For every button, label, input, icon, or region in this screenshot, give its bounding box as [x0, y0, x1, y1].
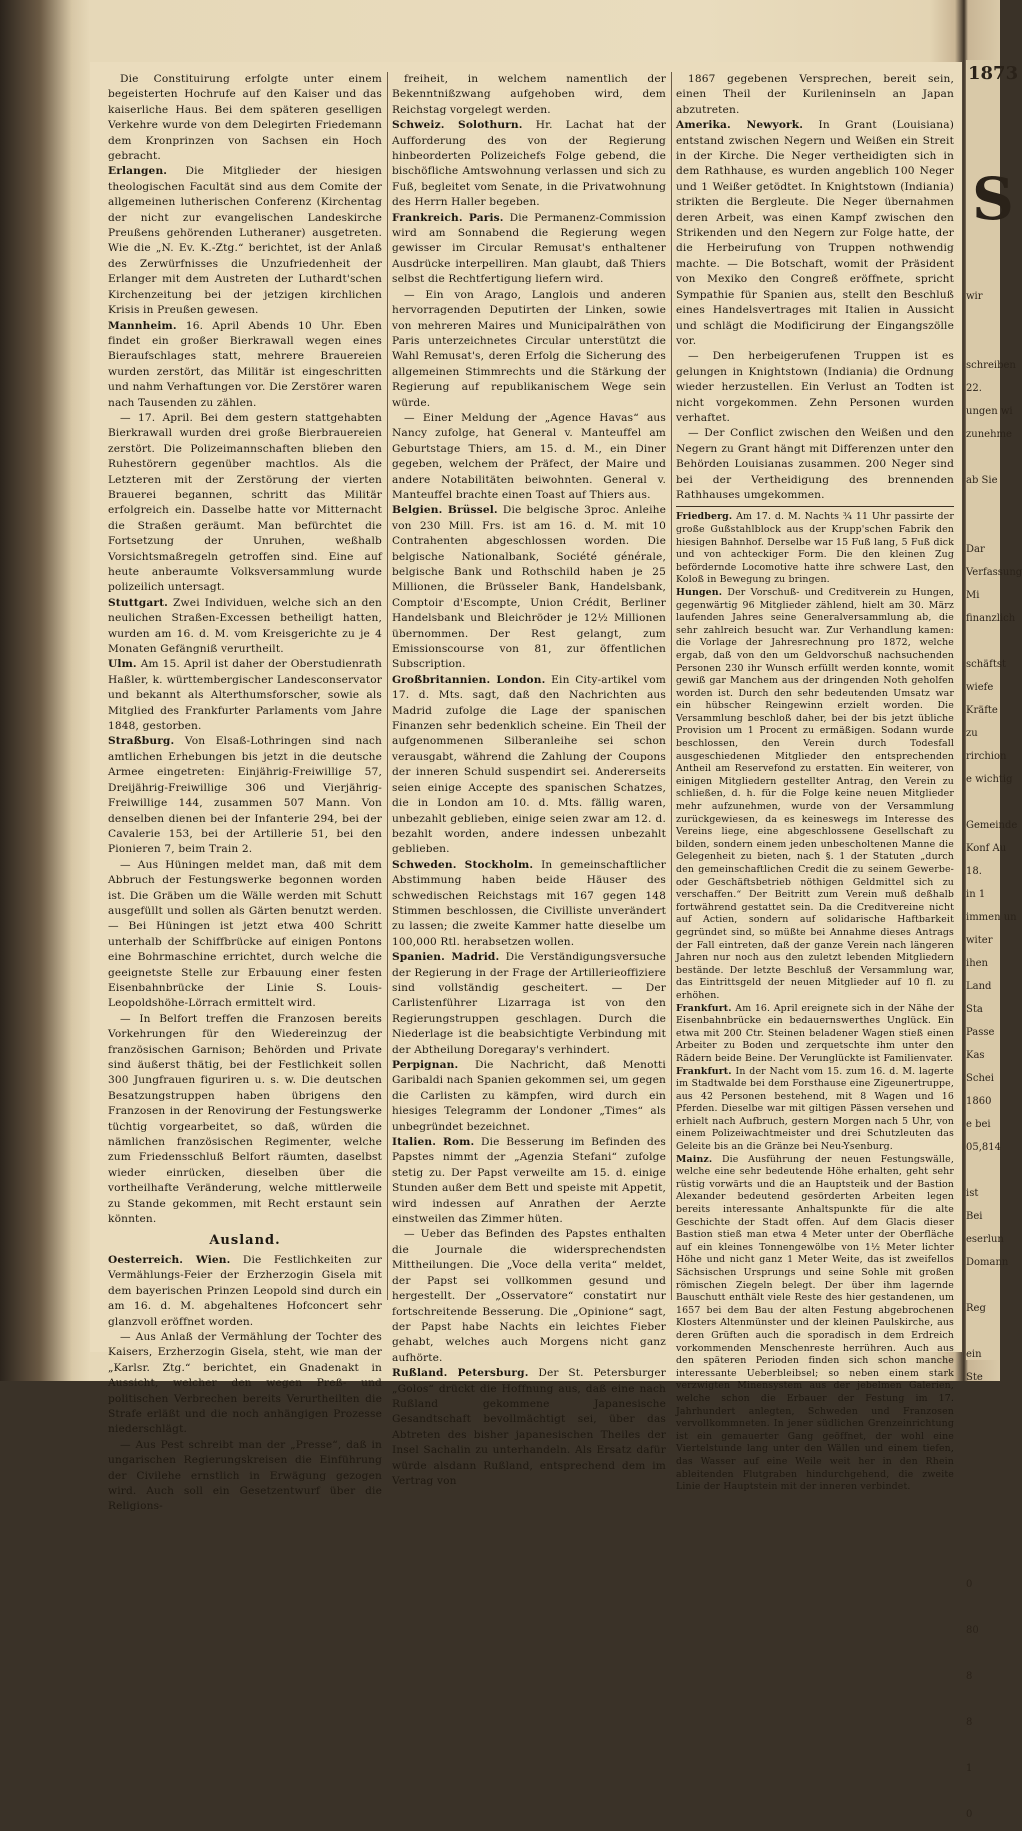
fragment-line: Reg — [966, 1303, 986, 1314]
fragment-line: ungen wi — [966, 406, 1013, 417]
fragment-line: rirchion — [966, 751, 1007, 762]
column-1 — [108, 72, 382, 1513]
column-3-separator — [676, 506, 954, 507]
article-dateline: Oesterreich. Wien. — [108, 1253, 231, 1266]
fragment-line: Verfassung — [966, 567, 1022, 578]
fragment-line: schäftst — [966, 659, 1007, 670]
fragment-line — [966, 1532, 1022, 1555]
article-paragraph — [108, 657, 382, 734]
article-text: — Der Conflict zwischen den Weißen und den Negern zu Grant hängt mit Differenzen unter den Behörden Louisianas zusammen. 200 Neger sind bei der Vertheidigung des brennenden Rathhauses umgekommen. — [676, 427, 954, 501]
article-text: Der St. Petersburger „Golos“ drückt die Hoffnung aus, daß eine nach Rußland gekommene Japanesische Gesandtschaft bevollmächtigt sei, über das Abtreten des bisher japanesischen Theiles der Insel Sachalin zu unterhandeln. Als Ersatz dafür würde alsdann Rußland, entsprechend dem im Vertrag von — [392, 1367, 666, 1487]
fragment-line — [966, 1463, 1022, 1486]
fragment-line: Sta — [966, 1004, 983, 1015]
column-rule-1 — [387, 72, 388, 1300]
article-text: Die Besserung im Befinden des Papstes nimmt der „Agenzia Stefani“ zufolge stetig zu. Der Papst verweilte am 15. d. einige Stunden außer dem Bett und speiste mit Appetit, wird indessen auf Anrathen der Aerzte einstweilen das Zimmer hüten. — [392, 1136, 666, 1226]
article-dateline: Mannheim. — [108, 319, 177, 332]
fragment-line — [966, 451, 1022, 474]
col1-paragraphs-ausland — [108, 1253, 382, 1515]
fragment-line — [966, 1417, 1022, 1440]
column-2 — [392, 72, 666, 1487]
article-text: Die belgische 3proc. Anleihe von 230 Mill. Frs. ist am 16. d. M. mit 10 Contrahenten abgeschlossen worden. Die belgische Nationalbank, Société générale, belgische Bank und Rothschild haben je 25 Millionen, die Brüsseler Bank, Handelsbank, Comptoir d'Escompte, Union Crédit, Berliner Handelsbank und Bleichröder je 12½ Millionen übernommen. Der Rest gelangt, zum Emissionscourse von 81, zur öffentlichen Subscription. — [392, 504, 666, 671]
article-dateline: Perpignan. — [392, 1059, 459, 1071]
article-text: In Grant (Louisiana) entstand zwischen Negern und Weißen ein Streit in der Kirche. Die Neger vertheidigten sich in dem Rathhause, es wurden angeblich 100 Neger und 1 Weißer getödtet. In Knightstown (Indiania) strikten die Bergleute. Die Neger übernahmen deren Arbeit, was einen Kampf zwischen den Strikenden und den Negern zur Folge hatte, der die Herbeirufung von Truppen nothwendig machte. — Die Botschaft, womit der Präsident von Mexiko den Congreß eröffnete, spricht Sympathie für Spanien aus, stellt den Beschluß eines Handelsvertrages mit Italien in Aussicht und schlägt die Modificirung der Eingangszölle vor. — [676, 119, 954, 347]
fragment-line: Kas — [966, 1050, 985, 1061]
adjacent-year: 1873 — [968, 63, 1019, 84]
fragment-line: Bei — [966, 1211, 983, 1222]
article-paragraph — [676, 118, 954, 349]
article-text: In gemeinschaftlicher Abstimmung haben beide Häuser des schwedischen Reichstags mit 167 gegen 148 Stimmen beschlossen, die Civilliste unverändert zu lassen; die zweite Kammer hatte dieselbe um 100,000 Rtl. herabsetzen wollen. — [392, 858, 666, 948]
article-dateline: Belgien. Brüssel. — [392, 504, 498, 517]
article-dateline: Mainz. — [676, 1153, 713, 1165]
article-paragraph — [392, 1227, 666, 1366]
adjacent-fragments — [966, 290, 1022, 1831]
fragment-line: Kräfte — [966, 705, 998, 716]
fragment-line — [966, 520, 1022, 543]
article-paragraph — [392, 858, 666, 950]
fragment-line: 1860 — [966, 1096, 992, 1107]
fragment-line: 0 — [966, 1579, 973, 1590]
article-paragraph — [108, 319, 382, 411]
article-text: — Ein von Arago, Langlois und anderen hervorragenden Deputirten der Linken, sowie von mehreren Maires und Municipalräthen von Paris unterzeichnetes Circular unterstützt die Wahl Remusat's, deren Erfolg die Sicherung des allgemeinen Stimmrechts und die Stärkung der Regierung auf republikanischem Wege sein würde. — [392, 288, 666, 409]
article-paragraph — [392, 72, 666, 118]
article-text: Die Permanenz-Commission wird am Sonnabend die Regierung wegen gewisser im Circular Remusat's enthaltener Ausdrücke interpelliren. Man glaubt, daß Thiers selbst die Rechtfertigung liefern wird. — [392, 211, 666, 286]
article-paragraph — [392, 118, 666, 210]
fragment-line: ist — [966, 1188, 979, 1199]
article-dateline: Frankreich. Paris. — [392, 211, 504, 224]
fragment-line: 80 — [966, 1625, 979, 1636]
article-text: In der Nacht vom 15. zum 16. d. M. lagerte im Stadtwalde bei dem Forsthause eine Zigeunertruppe, aus 42 Personen bestehend, mit 8 Wagen und 16 Pferden. Dieselbe war mit giltigen Pässen versehen und erhielt nach Aufbruch, gestern Morgen nach 5 Uhr, von einem Polizeiwachtmeister und drei Schutzleuten das Geleite bis an die Gränze bei Neu-Ysenburg. — [676, 1065, 954, 1153]
col3-paragraphs — [676, 72, 954, 503]
fragment-line: Dar — [966, 544, 985, 555]
article-paragraph — [676, 587, 954, 1003]
article-paragraph — [676, 1154, 954, 1494]
fragment-line: eserlun — [966, 1234, 1004, 1245]
article-dateline: Frankfurt. — [676, 1065, 732, 1077]
fragment-line: witer — [966, 935, 993, 946]
article-text: — Ueber das Befinden des Papstes enthalten die Journale die widersprechendsten Mittheilungen. Die „Voce della verita“ meldet, der Papst sei vollkommen gesund und hergestellt. Der „Osservatore“ constatirt nur fortschreitende Besserung. Die „Opinione“ sagt, der Papst habe Nachts ein leichtes Fieber gehabt, welches auch Morgens nicht ganz aufhörte. — [392, 1228, 666, 1364]
fragment-line: 1 — [966, 1763, 973, 1774]
fragment-line: wiefe — [966, 682, 994, 693]
fragment-line: zunehme — [966, 429, 1012, 440]
fragment-line: ab Sie — [966, 475, 998, 486]
article-paragraph — [392, 503, 666, 672]
article-paragraph — [108, 858, 382, 1012]
fragment-line: Domann — [966, 1257, 1009, 1268]
article-paragraph — [676, 426, 954, 503]
article-paragraph — [108, 164, 382, 318]
article-paragraph — [108, 596, 382, 658]
article-paragraph — [108, 734, 382, 857]
fragment-line — [966, 1739, 1022, 1762]
article-paragraph — [108, 1253, 382, 1330]
fragment-line: e wichtig — [966, 774, 1013, 785]
article-dateline: Schweiz. Solothurn. — [392, 119, 523, 132]
fragment-line — [966, 1394, 1022, 1417]
fragment-line — [966, 313, 1022, 336]
article-text: Am 15. April ist daher der Oberstudienrath Haßler, k. württembergischer Landesconservator und bekannt als Alterthumsforscher, sowie als Mitglied des Frankfurter Parlaments vom Jahre 1848, gestorben. — [108, 658, 382, 733]
fragment-line: wir — [966, 291, 983, 302]
article-dateline: Schweden. Stockholm. — [392, 858, 534, 871]
fragment-line: ein — [966, 1349, 982, 1360]
fragment-line: Ste — [966, 1372, 983, 1383]
fragment-line — [966, 1555, 1022, 1578]
article-paragraph — [392, 411, 666, 503]
article-dateline: Rußland. Petersburg. — [392, 1367, 529, 1380]
fragment-line: Mi — [966, 590, 980, 601]
fragment-line: Land — [966, 981, 992, 992]
fragment-line: 18. — [966, 866, 982, 877]
section-title-ausland: Ausland. — [209, 1233, 281, 1249]
column-3 — [676, 72, 954, 1493]
article-paragraph — [108, 1330, 382, 1438]
fragment-line — [966, 1785, 1022, 1808]
article-text: — Aus Anlaß der Vermählung der Tochter des Kaisers, Erzherzogin Gisela, steht, wie man der „Karlsr. Ztg.“ berichtet, ein Gnadenakt in Aussicht, welcher den wegen Preß- und politischen Verbrechen bereits Verurtheilten die Strafe erläßt und die noch anhängigen Prozesse niederschlägt. — [108, 1330, 382, 1436]
article-paragraph — [392, 950, 666, 1058]
article-paragraph — [392, 211, 666, 288]
article-dateline: Erlangen. — [108, 165, 168, 178]
article-text: Am 17. d. M. Nachts ¾ 11 Uhr passirte der große Gußstahlblock aus der Krupp'schen Fabrik den hiesigen Bahnhof. Derselbe war 15 Fuß lang, 5 Fuß dick und von achteckiger Form. Die den kleinen Zug befördernde Locomotive hatte ihre schwere Last, den Koloß in Bewegung zu bringen. — [676, 511, 954, 586]
fragment-line: 05,814 — [966, 1142, 1001, 1153]
article-dateline: Italien. Rom. — [392, 1136, 475, 1149]
article-paragraph — [676, 72, 954, 118]
article-text: — Einer Meldung der „Agence Havas“ aus Nancy zufolge, hat General v. Manteuffel am Geburtstage Thiers, am 15. d. M., ein Diner gegeben, welchem der Präfect, der Maire und andere Notabilitäten beiwohnten. General v. Manteuffel brachte einen Toast auf Thiers aus. — [392, 411, 666, 501]
fragment-line: Konf Au — [966, 843, 1007, 854]
fragment-line — [966, 635, 1022, 658]
fragment-line: 8 — [966, 1717, 973, 1728]
article-dateline: Großbritannien. London. — [392, 673, 546, 686]
article-dateline: Amerika. Newyork. — [676, 119, 804, 132]
fragment-line: e bei — [966, 1119, 991, 1130]
col3-local-news — [676, 511, 954, 1493]
article-text: Am 16. April ereignete sich in der Nähe der Eisenbahnbrücke ein bedauernswerthes Unglück. Ein etwa mit 200 Ctr. Steinen beladener Wagen stieß einen Arbeiter zu Boden und zerquetschte ihm unter den Rädern beide Beine. Der Verunglückte ist Familienvater. — [676, 1002, 954, 1064]
fragment-line — [966, 1325, 1022, 1348]
article-text: Der Vorschuß- und Creditverein zu Hungen, gegenwärtig 96 Mitglieder zählend, hielt am 30. März laufenden Jahres seine Generalversammlung ab, die sehr zahlreich besucht war. Zur Verhandlung kamen: die Vorlage der Jahresrechnung pro 1872, welche ergab, daß von den um Geldvorschuß nachsuchenden Personen 230 ihr Wunsch erfüllt werden konnte, womit gewiß gar Manchem aus der dringenden Noth geholfen worden ist. Durch den sehr bedeutenden Umsatz war ein hübscher Reingewinn erzielt worden. Die Versammlung beschloß daher, bei der bis jetzt übliche Provision um 1 Procent zu ermäßigen. Sodann wurde beschlossen, den Verein durch Todesfall ausgeschiedenen Mitglieder den entsprechenden Antheil am Reservefond zu erstatten. Ein weiterer, von einigen Mitgliedern gestellter Antrag, den Verein zu schließen, d. h. für die Folge keine neuen Mitglieder mehr aufzunehmen, wurde von der Versammlung zurückgewiesen, da es keineswegs im Interesse des Vereins liege, eine abgeschlossene Gesellschaft zu bilden, sondern einem jeden unbescholtenen Manne die Gelegenheit zu bieten, nach §. 1 der Statuten „durch den gemeinschaftlichen Credit die zu seinem Gewerbe- oder Geschäftsbetrieb nöthigen Geldmittel sich zu verschaffen.“ Der Beitritt zum Verein muß deßhalb fortwährend gestattet sein. Da die Creditvereine nicht auf Actien, sondern auf solidarische Haftbarkeit gegründet sind, so müßte bei Annahme dieses Antrags der Fall eintreten, daß der ganze Verein nach längeren Jahren nur noch aus den zuletzt lebenden Mitgliedern bestände. Der letzte Beschluß der Versammlung war, das Eintrittsgeld der neuen Mitglieder auf 10 fl. zu erhöhen. — [676, 586, 954, 1001]
fragment-line: finanzlich — [966, 613, 1016, 624]
article-text: — 17. April. Bei dem gestern stattgehabten Bierkrawall wurden drei große Bierbrauereien zerstört. Die Polizeimannschaften blieben den Ruhestörern gegenüber machtlos. Als die Letzteren mit der Zerstörung der vierten Brauerei begannen, schritt das Militär erfolgreich ein. Dasselbe hatte vor Mitternacht die Straßen geräumt. Man befürchtet die Fortsetzung der Unruhen, weßhalb Vorsichtsmaßregeln getroffen sind. Eine auf heute anberaumte Volksversammlung wurde polizeilich untersagt. — [108, 411, 382, 594]
fragment-line: 8 — [966, 1671, 973, 1682]
article-text: — Den herbeigerufenen Truppen ist es gelungen in Knightstown (Indiania) die Ordnung wieder herzustellen. Ein Verlust an Todten ist nicht vorgekommen. Zehn Personen wurden verhaftet. — [676, 350, 954, 424]
fragment-line — [966, 796, 1022, 819]
fragment-line — [966, 1486, 1022, 1509]
fragment-line — [966, 1440, 1022, 1463]
article-text: Zwei Individuen, welche sich an den neulichen Straßen-Excessen betheiligt hatten, wurden am 16. d. M. vom Kreisgerichte zu je 4 Monaten Gefängniß verurtheilt. — [108, 596, 382, 656]
fragment-line: Passe — [966, 1027, 995, 1038]
article-text: Hr. Lachat hat der Aufforderung des von der Regierung hinbeorderten Polizeichefs Folge gebend, die bischöfliche Amtswohnung verlassen und sich zu Fuß, begleitet vom Senate, in die Privatwohnung des Herrn Haller begeben. — [392, 119, 666, 209]
article-text: Ein City-artikel vom 17. d. Mts. sagt, daß den Nachrichten aus Madrid zufolge die Lage der spanischen Finanzen sehr bedenklich scheine. Ein Theil der aufgenommenen Silberanleihe sei schon verausgabt, während die Zahlung der Coupons der inneren Schuld suspendirt sei. Andererseits seien einige Accepte des spanischen Schatzes, die in London am 10. d. Mts. fällig waren, unbezahlt geblieben, einige seien zwar am 12. d. bezahlt worden, andere indessen unbezahlt geblieben. — [392, 673, 666, 856]
article-text: Die Mitglieder der hiesigen theologischen Facultät sind aus dem Comite der allgemeinen lutherischen Conferenz (Kirchentag der nicht zur evangelischen Landeskirche Preußens gehörenden Lutheraner) ausgetreten. Wie die „N. Ev. K.-Ztg.“ berichtet, ist der Anlaß des Zerwürfnisses die Unzufriedenheit der Erlanger mit dem Austreten der Luthardt'schen Kirchenzeitung bei der jetzigen kirchlichen Krisis in Preußen gewesen. — [108, 165, 382, 317]
fragment-line: schreiben — [966, 360, 1016, 371]
article-paragraph — [392, 288, 666, 411]
article-dateline: Friedberg. — [676, 511, 733, 523]
article-dateline: Frankfurt. — [676, 1002, 732, 1014]
column-rule-2 — [671, 72, 672, 1300]
article-paragraph — [676, 1003, 954, 1066]
article-paragraph — [676, 511, 954, 587]
article-text: freiheit, in welchem namentlich der Bekenntnißzwang aufgehoben wird, dem Reichstag vorgelegt werden. — [392, 73, 666, 116]
adjacent-page-edge — [966, 60, 1022, 1820]
fragment-line: immen un — [966, 912, 1017, 923]
fragment-line — [966, 497, 1022, 520]
article-text: Die Verständigungsversuche der Regierung in der Frage der Artillerieoffiziere sind vollständig gescheitert. — Der Carlistenführer Lizarraga ist von den Regierungstruppen geschlagen. Durch die Niederlage ist die beabsichtigte Verbindung mit der Abtheilung Doregaray's verhindert. — [392, 951, 666, 1056]
article-paragraph — [108, 72, 382, 164]
adjacent-big-letter: S — [972, 165, 1014, 233]
article-text: Die Nachricht, daß Menotti Garibaldi nach Spanien gekommen sei, um gegen die Carlisten zu kämpfen, wird durch ein hiesiges Telegramm der Londoner „Times“ als unbegründet bezeichnet. — [392, 1059, 666, 1133]
col2-paragraphs — [392, 72, 666, 1489]
fragment-line — [966, 1601, 1022, 1624]
article-paragraph — [676, 349, 954, 426]
fragment-line — [966, 1509, 1022, 1532]
article-text: 16. April Abends 10 Uhr. Eben findet ein großer Bierkrawall wegen eines Bieraufschlages statt, mehrere Brauereien wurden zerstört, das Militär ist eingeschritten und nahm Verhaftungen vor. Die Zerstörer waren nach Tausenden zu zählen. — [108, 319, 382, 409]
fragment-line — [966, 336, 1022, 359]
article-text: Von Elsaß-Lothringen sind nach amtlichen Erhebungen bis jetzt in die deutsche Armee eingetreten: Einjährig-Freiwillige 57, Dreijährig-Freiwillige 306 und Vierjährig-Freiwillige 144, zusammen 507 Mann. Von denselben dienen bei der Infanterie 294, bei der Cavalerie 153, bei der Artillerie 51, bei den Pionieren 7, beim Train 2. — [108, 735, 382, 856]
fragment-line: in 1 — [966, 889, 986, 900]
article-paragraph — [392, 1135, 666, 1227]
article-text: 1867 gegebenen Versprechen, bereit sein, einen Theil der Kurileninseln an Japan abzutreten. — [676, 73, 954, 116]
article-paragraph — [392, 1058, 666, 1135]
fragment-line — [966, 1647, 1022, 1670]
article-text: Die Constituirung erfolgte unter einem begeisterten Hochrufe auf den Kaiser und das kaiserliche Haus. Bei dem späteren geselligen Verkehre wurde von dem Delegirten Friedemann dem Kronprinzen von Sachsen ein Hoch gebracht. — [108, 73, 382, 163]
article-text: — Aus Pest schreibt man der „Presse“, daß in ungarischen Regierungskreisen die Einführung der Civilehe ernstlich in Erwägung gezogen wird. Auch soll ein Gesetzentwurf über die Religions- — [108, 1438, 382, 1513]
article-text: — In Belfort treffen die Franzosen bereits Vorkehrungen für den Wiedereinzug der französischen Garnison; Behörden und Private sind äußerst thätig, bei der Festlichkeit sollen 300 Jungfrauen figuriren u. s. w. Die deutschen Besatzungstruppen haben übrigens den Franzosen in der Renovirung der Festungswerke tüchtig vorgearbeitet, so daß, würden die nämlichen französischen Regimenter, welche zum Friedensschluß Belfort räumten, daselbst wieder einrücken, dieselben über die vortheilhafte Veränderung, welche mittlerweile zu Stande gekommen, mit Recht erstaunt sein könnten. — [108, 1012, 382, 1226]
fragment-line: Gemeinde — [966, 820, 1018, 831]
article-dateline: Stuttgart. — [108, 596, 168, 609]
article-paragraph — [676, 1066, 954, 1154]
fragment-line: zu — [966, 728, 978, 739]
fragment-line — [966, 1164, 1022, 1187]
article-text: Die Ausführung der neuen Festungswälle, welche eine sehr bedeutende Höhe erhalten, geht sehr rüstig vorwärts und die an Hauptsteik und der Bastion Alexander bedeutend gesörderten Arbeiten legen bereits interessante Anhaltspunkte für die alte Geschichte der Stadt offen. Auf dem Glacis dieser Bastion stieß man etwa 4 Meter unter der Oberfläche auf ein kleines Tonnengewölbe von 1½ Meter lichter Höhe und nicht ganz 1 Meter Weite, das ist zweifellos Sächsischen Ursprungs und seine Sohle mit großen römischen Ziegeln belegt. Der über ihm lagernde Bauschutt enthält viele Reste des hier gestandenen, um 1657 bei dem Bau der alten Festung abgebrochenen Klosters Altenmünster und der kleinen Paulskirche, aus deren Grüften auch die sporadisch in dem Erdreich vorkommenden Menschenreste herrühren. Auch aus den späteren Perioden finden sich schon manche interessante Ueberbleibsel; so neben einem stark verzwigten Minensystem aus der jebelmen Galerien, welche schon die Erbauer der Festung im 17. Jahrhundert anlegten, Schweden und Franzosen vervollkommneten. In jener südlichen Grenzeinrichtung ist ein gemauerter Gang geöffnet, der wohl eine Viertelstunde lang unter den Wällen und einem tiefen, das Wasser auf eine Weile weit her in den Rhein ableitenden Flutgraben hindurchgehend, die zweite Linie der Hauptstein mit der inneren verbindet. — [676, 1153, 954, 1493]
fragment-line — [966, 1279, 1022, 1302]
article-dateline: Hungen. — [676, 586, 723, 598]
fragment-line: 22. — [966, 383, 982, 394]
fragment-line: 0 — [966, 1809, 973, 1820]
article-paragraph — [108, 411, 382, 596]
article-dateline: Spanien. Madrid. — [392, 951, 500, 964]
article-text: Die Festlichkeiten zur Vermählungs-Feier der Erzherzogin Gisela mit dem bayerischen Prinzen Leopold sind durch ein am 16. d. M. abgehaltenes Hofconcert sehr glanzvoll eröffnet worden. — [108, 1253, 382, 1328]
fragment-line: Schei — [966, 1073, 995, 1084]
article-paragraph — [392, 1366, 666, 1489]
article-dateline: Straßburg. — [108, 735, 175, 748]
col1-paragraphs — [108, 72, 382, 1227]
fragment-line — [966, 1693, 1022, 1716]
article-dateline: Ulm. — [108, 658, 137, 671]
article-paragraph — [392, 673, 666, 858]
article-text: — Aus Hüningen meldet man, daß mit dem Abbruch der Festungswerke begonnen worden ist. Die Gräben um die Wälle werden mit Schutt ausgefüllt und sollen als Gärten benutzt werden. — Bei Hüningen ist jetzt etwa 400 Schritt unterhalb der Schiffbrücke auf einigen Pontons eine Bohrmaschine errichtet, durch welche die geeignetste Stelle zur Erbauung einer festen Eisenbahnbrücke der Linie S. Louis-Leopoldshöhe-Lörrach ermittelt wird. — [108, 858, 382, 1010]
article-paragraph — [108, 1012, 382, 1228]
fragment-line: ihen — [966, 958, 988, 969]
article-paragraph — [108, 1438, 382, 1515]
